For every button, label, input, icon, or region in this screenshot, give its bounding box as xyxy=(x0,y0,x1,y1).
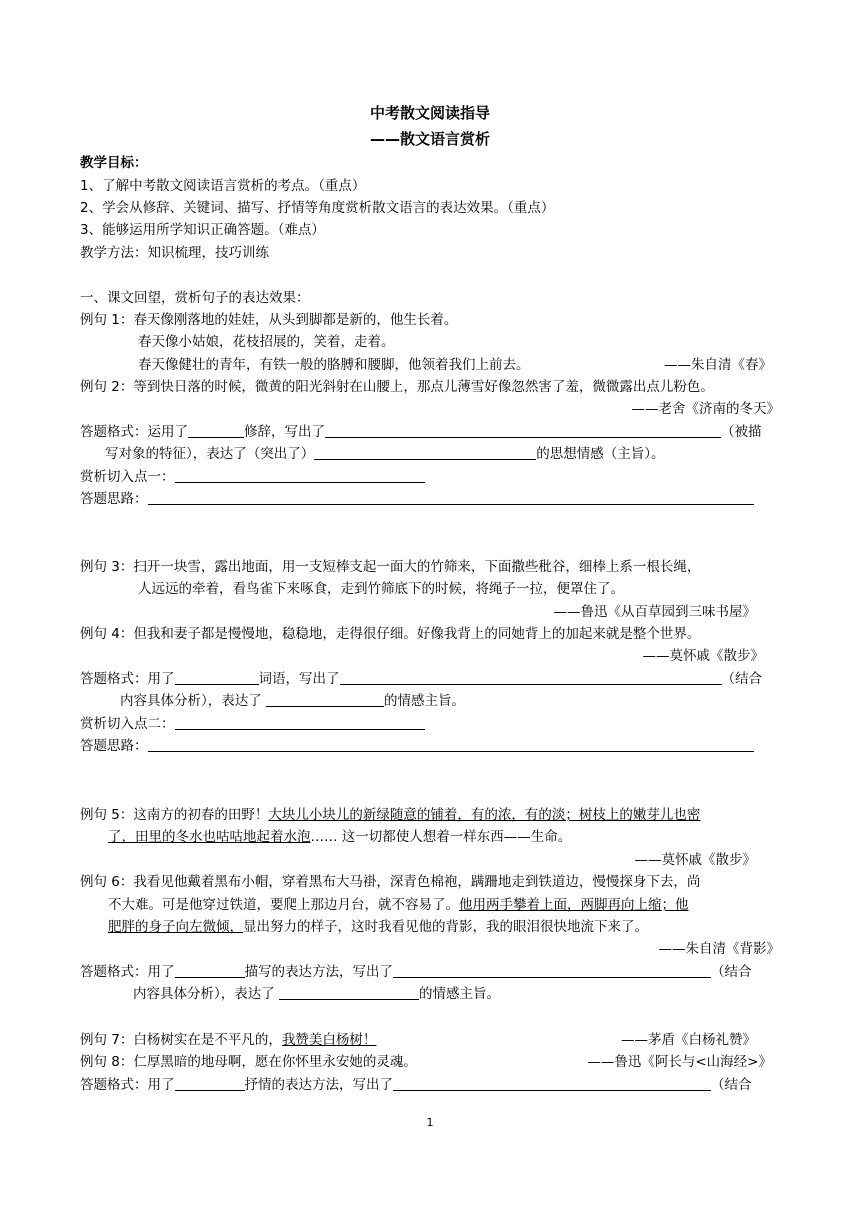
fill-blank[interactable] xyxy=(393,963,711,978)
example-label: 例句 1： xyxy=(80,312,134,328)
underlined-text: 他用两手攀着上面，两脚再向上缩；他 xyxy=(459,897,689,913)
page-title: 中考散文阅读指导 xyxy=(369,104,490,122)
example-5: 例句 5：这南方的初春的田野！大块儿小块儿的新绿随意的铺着，有的浓，有的淡；树枝上的嫩芽儿也密 xyxy=(80,807,701,823)
fill-blank[interactable] xyxy=(266,692,384,707)
example-5-cont: 了，田里的冬水也咕咕地起着水泡…… 这一切都使人想着一样东西——生命。 xyxy=(108,829,572,845)
example-text: 仁厚黑暗的地母啊，愿在你怀里永安她的灵魂。 xyxy=(133,1054,417,1070)
example-source: ——莫怀戚《散步》 xyxy=(634,852,756,868)
example-source: ——朱自清《春》 xyxy=(664,357,772,373)
example-text: 春天像刚落地的娃娃，从头到脚都是新的，他生长着。 xyxy=(133,312,458,328)
answer-thinking-2: 答题思路： xyxy=(80,737,754,755)
fill-blank[interactable] xyxy=(175,1076,245,1091)
page-number: 1 xyxy=(426,1116,434,1129)
objective-item: 3、能够运用所学知识正确答题。（难点） xyxy=(80,222,325,238)
example-source: ——老舍《济南的冬天》 xyxy=(631,401,780,417)
objective-item: 2、学会从修辞、关键词、描写、抒情等角度赏析散文语言的表达效果。（重点） xyxy=(80,200,555,216)
answer-format-1: 答题格式：运用了 修辞，写出了 （被描 xyxy=(80,424,762,440)
fill-blank[interactable] xyxy=(148,737,754,752)
fill-blank[interactable] xyxy=(314,445,536,460)
answer-format-3-cont: 内容具体分析），表达了 的情感主旨。 xyxy=(133,986,501,1002)
example-text: 扫开一块雪，露出地面，用一支短棒支起一面大的竹筛来，下面撒些秕谷，细棒上系一根长绳， xyxy=(133,559,701,575)
example-3 xyxy=(80,558,700,576)
fill-blank[interactable] xyxy=(325,423,721,438)
example-label: 例句 7： xyxy=(80,1032,134,1048)
fill-blank[interactable] xyxy=(175,963,245,978)
fill-blank[interactable] xyxy=(148,490,754,505)
example-6-cont: 不大难。可是他穿过铁道，要爬上那边月台，就不容易了。他用两手攀着上面，两脚再向上缩；他 xyxy=(108,897,689,913)
example-source: ——鲁迅《阿长与<山海经>》 xyxy=(587,1054,772,1070)
example-8 xyxy=(80,1053,417,1071)
example-source: ——朱自清《背影》 xyxy=(658,941,780,957)
example-label: 例句 8： xyxy=(80,1054,134,1070)
page-subtitle: ——散文语言赏析 xyxy=(369,130,490,148)
underlined-text: 肥胖的身子向左微倾， xyxy=(108,919,243,935)
example-source: ——鲁迅《从百草园到三味书屋》 xyxy=(553,604,756,620)
example-label: 例句 5： xyxy=(80,807,134,823)
example-label: 例句 2： xyxy=(80,379,134,395)
fill-blank[interactable] xyxy=(175,715,425,730)
answer-format-4: 答题格式：用了 抒情的表达方法，写出了 （结合 xyxy=(80,1077,752,1093)
underlined-text: 我赞美白杨树！ xyxy=(281,1032,377,1048)
example-label: 例句 3： xyxy=(80,559,134,575)
example-text: 等到快日落的时候，微黄的阳光斜射在山腰上，那点儿薄雪好像忽然害了羞，微微露出点儿粉色。 xyxy=(133,379,714,395)
example-6 xyxy=(80,873,700,891)
example-text: 人远远的牵着，看鸟雀下来啄食，走到竹筛底下的时候，将绳子一拉，便罩住了。 xyxy=(138,581,624,597)
example-text: 但我和妻子都是慢慢地，稳稳地，走得很仔细。好像我背上的同她背上的加起来就是整个世界。 xyxy=(133,626,701,642)
example-7: 例句 7：白杨树实在是不平凡的，我赞美白杨树！ xyxy=(80,1032,377,1048)
answer-format-2: 答题格式：用了 词语，写出了 （结合 xyxy=(80,671,762,687)
example-1 xyxy=(80,311,457,329)
example-6-cont: 肥胖的身子向左微倾，显出努力的样子，这时我看见他的背影，我的眼泪很快地流下来了。 xyxy=(108,919,648,935)
fill-blank[interactable] xyxy=(188,423,244,438)
example-text: 春天像小姑娘，花枝招展的，笑着，走着。 xyxy=(138,334,395,350)
example-4 xyxy=(80,625,700,643)
fill-blank[interactable] xyxy=(175,670,259,685)
analysis-point-1: 赏析切入点一： xyxy=(80,468,425,486)
example-text: 我看见他戴着黑布小帽，穿着黑布大马褂，深青色棉袍，蹒跚地走到铁道边，慢慢探身下去，尚 xyxy=(133,874,701,890)
answer-format-3: 答题格式：用了 描写的表达方法，写出了 （结合 xyxy=(80,964,752,980)
underlined-text: 大块儿小块儿的新绿随意的铺着，有的浓，有的淡；树枝上的嫩芽儿也密 xyxy=(268,807,701,823)
answer-format-2-cont: 内容具体分析），表达了 的情感主旨。 xyxy=(120,693,466,709)
analysis-point-2: 赏析切入点二： xyxy=(80,715,425,733)
example-label: 例句 4： xyxy=(80,626,134,642)
fill-blank[interactable] xyxy=(175,468,425,483)
example-label: 例句 6： xyxy=(80,874,134,890)
objective-item: 1、了解中考散文阅读语言赏析的考点。（重点） xyxy=(80,178,366,194)
fill-blank[interactable] xyxy=(393,1076,711,1091)
example-source: ——莫怀戚《散步》 xyxy=(642,648,764,664)
underlined-text: 了，田里的冬水也咕咕地起着水泡 xyxy=(108,829,311,845)
answer-thinking-1: 答题思路： xyxy=(80,490,754,508)
fill-blank[interactable] xyxy=(279,985,419,1000)
example-text: 春天像健壮的青年，有铁一般的胳膊和腰脚，他领着我们上前去。 xyxy=(138,357,530,373)
teaching-method: 教学方法：知识梳理，技巧训练 xyxy=(80,245,269,261)
example-source: ——茅盾《白杨礼赞》 xyxy=(621,1032,756,1048)
fill-blank[interactable] xyxy=(340,670,722,685)
example-2 xyxy=(80,378,714,396)
answer-format-1-cont: 写对象的特征），表达了（突出了） 的思想情感（主旨）。 xyxy=(105,446,665,462)
section1-heading: 一、课文回望，赏析句子的表达效果： xyxy=(80,290,310,306)
objectives-heading: 教学目标： xyxy=(80,155,148,171)
